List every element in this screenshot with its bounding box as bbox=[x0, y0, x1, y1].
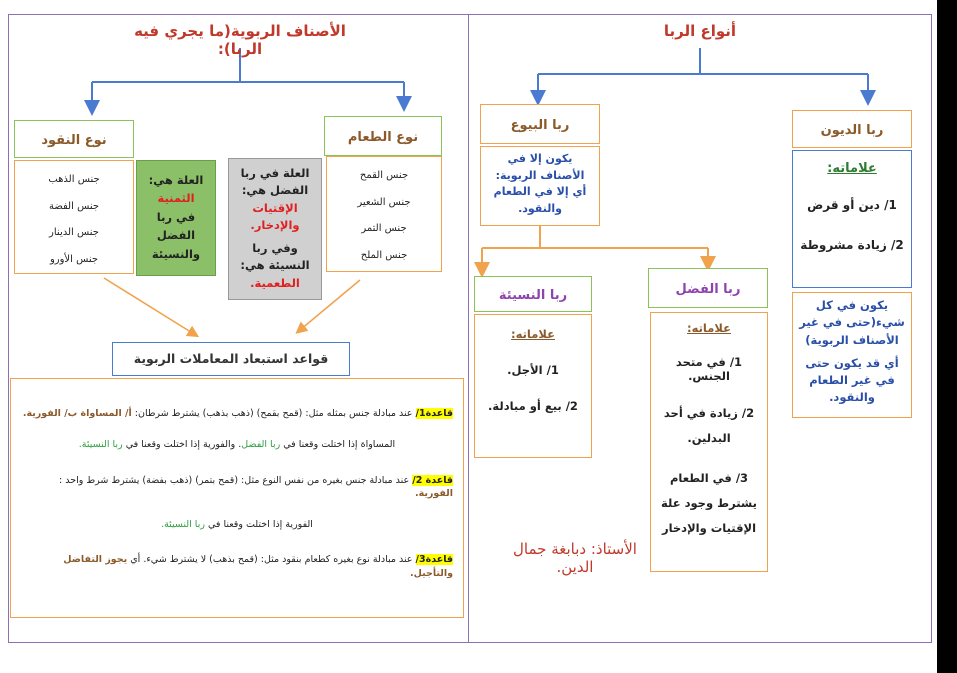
rules-box bbox=[10, 378, 464, 618]
fadl-mark-2: 2/ زيادة في أحد البدلين. bbox=[663, 406, 755, 446]
money-item: جنس الدينار bbox=[49, 227, 99, 238]
money-cause-line3: في ربا الفضل والنسيئة bbox=[151, 209, 201, 261]
debts-riba-title: ربا الديون bbox=[820, 123, 884, 138]
rules-title-box bbox=[112, 342, 350, 376]
rule-2-note bbox=[21, 518, 453, 531]
nasia-marks-box bbox=[474, 314, 592, 458]
rule-3-conditions: يجوز التفاضل والتأجيل. bbox=[63, 554, 453, 579]
rule-1-tag: قاعدة1/ bbox=[415, 408, 453, 419]
food-item: جنس الشعير bbox=[357, 196, 411, 208]
money-items-box bbox=[14, 160, 134, 274]
rule-1-note-a: المساواة إذا اختلت وقعنا في bbox=[283, 439, 396, 451]
fadl-riba-title: ربا الفضل bbox=[675, 282, 741, 297]
rule-2-note-b: ربا النسيئة. bbox=[161, 519, 205, 531]
debts-marks-label: علاماته: bbox=[827, 161, 877, 176]
food-cause-line3: وفي ربا النسيئة هي: bbox=[240, 241, 310, 273]
money-item: جنس الذهب bbox=[48, 174, 100, 185]
rule-1-text: عند مبادلة جنس بمثله مثل: (قمح بقمح) (ذهب بذهب) يشترط شرطان: bbox=[134, 408, 413, 419]
money-type-title: نوع النقود bbox=[41, 133, 107, 148]
rule-1-note-d: ربا النسيئة. bbox=[78, 439, 123, 451]
rule-1-note-c: . والفورية إذا اختلت وقعنا في bbox=[125, 439, 242, 451]
fadl-mark-3: 3/ في الطعام يشترط وجود علة الإقتيات والإدخار bbox=[661, 470, 757, 536]
food-type-title: نوع الطعام bbox=[347, 130, 419, 145]
sales-desc: يكون إلا في الأصناف الربوية: أي إلا في الطعام والنقود. bbox=[493, 152, 587, 215]
rule-2-note-a: الفورية إذا اختلت وقعنا في bbox=[207, 519, 313, 531]
food-items-box bbox=[326, 156, 442, 272]
fadl-marks-label: علاماته: bbox=[687, 321, 731, 335]
food-cause-box bbox=[228, 158, 322, 300]
rule-2-tag: قاعدة 2/ bbox=[412, 474, 453, 486]
rule-2-conditions: الفورية. bbox=[414, 487, 453, 499]
riba-items-title: الأصناف الربوية(ما يجري فيه الربا): bbox=[134, 22, 346, 58]
rule-3-text: عند مبادلة نوع بغيره كطعام بنقود مثل: (قمح بذهب) لا يشترط شيء. أي bbox=[130, 554, 413, 566]
author-signature: الأستاذ: دبابغة جمال الدين. bbox=[513, 540, 637, 576]
food-item: جنس القمح bbox=[359, 170, 409, 181]
nasia-riba-title: ربا النسيئة bbox=[498, 288, 568, 303]
rule-3-tag: قاعدة3/ bbox=[415, 554, 453, 566]
debts-marks-box bbox=[792, 150, 912, 288]
debts-note-1: يكون في كل شيء(حتى في غير الأصناف الربوية) bbox=[799, 298, 905, 347]
nasia-marks-label: علاماته: bbox=[511, 327, 555, 341]
rule-1 bbox=[21, 407, 453, 420]
sales-riba-title: ربا البيوع bbox=[510, 118, 570, 133]
rules-title: قواعد استبعاد المعاملات الربوية bbox=[133, 351, 329, 366]
food-item: جنس التمر bbox=[361, 223, 407, 234]
money-item: جنس الفضة bbox=[48, 200, 100, 212]
nasia-mark-2: 2/ بيع أو مبادلة. bbox=[488, 399, 578, 413]
food-type-box bbox=[324, 116, 442, 156]
nasia-mark-1: 1/ الأجل. bbox=[507, 363, 559, 377]
nasia-riba-box bbox=[474, 276, 592, 312]
debts-mark-1: 1/ دين أو قرض bbox=[807, 198, 897, 212]
food-cause-line2: الإقتيات والإدخار. bbox=[250, 200, 300, 232]
sales-riba-box bbox=[480, 104, 600, 144]
food-cause-line4: الطعمية. bbox=[250, 275, 300, 290]
debts-mark-2: 2/ زيادة مشروطة bbox=[800, 238, 904, 252]
food-item: جنس الملح bbox=[360, 249, 408, 261]
money-cause-line2: الثمنية bbox=[157, 191, 195, 206]
rule-1-note-b: ربا الفضل bbox=[241, 439, 281, 451]
rule-2 bbox=[21, 474, 453, 501]
fadl-marks-box bbox=[650, 312, 768, 572]
money-type-box bbox=[14, 120, 134, 158]
fadl-mark-1: 1/ في متحد الجنس. bbox=[675, 355, 743, 383]
rule-1-conditions: أ/ المساواة ب/ الفورية. bbox=[22, 408, 132, 419]
money-cause-box bbox=[136, 160, 216, 276]
fadl-riba-box bbox=[648, 268, 768, 308]
rule-1-note bbox=[21, 438, 453, 451]
types-title: أنواع الربا bbox=[663, 22, 737, 40]
debts-riba-box bbox=[792, 110, 912, 148]
debts-note-2: أي قد يكون حتى في غير الطعام والنقود. bbox=[805, 355, 899, 405]
rule-2-text: عند مبادلة جنس بغيره من نفس النوع مثل: (قمح بتمر) (ذهب بفضة) يشترط شرط واحد : bbox=[59, 474, 410, 486]
food-cause-line1: العلة في ربا الفضل هي: bbox=[240, 166, 310, 198]
debts-note-box bbox=[792, 292, 912, 418]
money-item: جنس الأورو bbox=[49, 253, 99, 265]
rule-3 bbox=[21, 553, 453, 580]
sales-desc-box bbox=[480, 146, 600, 226]
money-cause-line1: العلة هي: bbox=[148, 173, 204, 187]
